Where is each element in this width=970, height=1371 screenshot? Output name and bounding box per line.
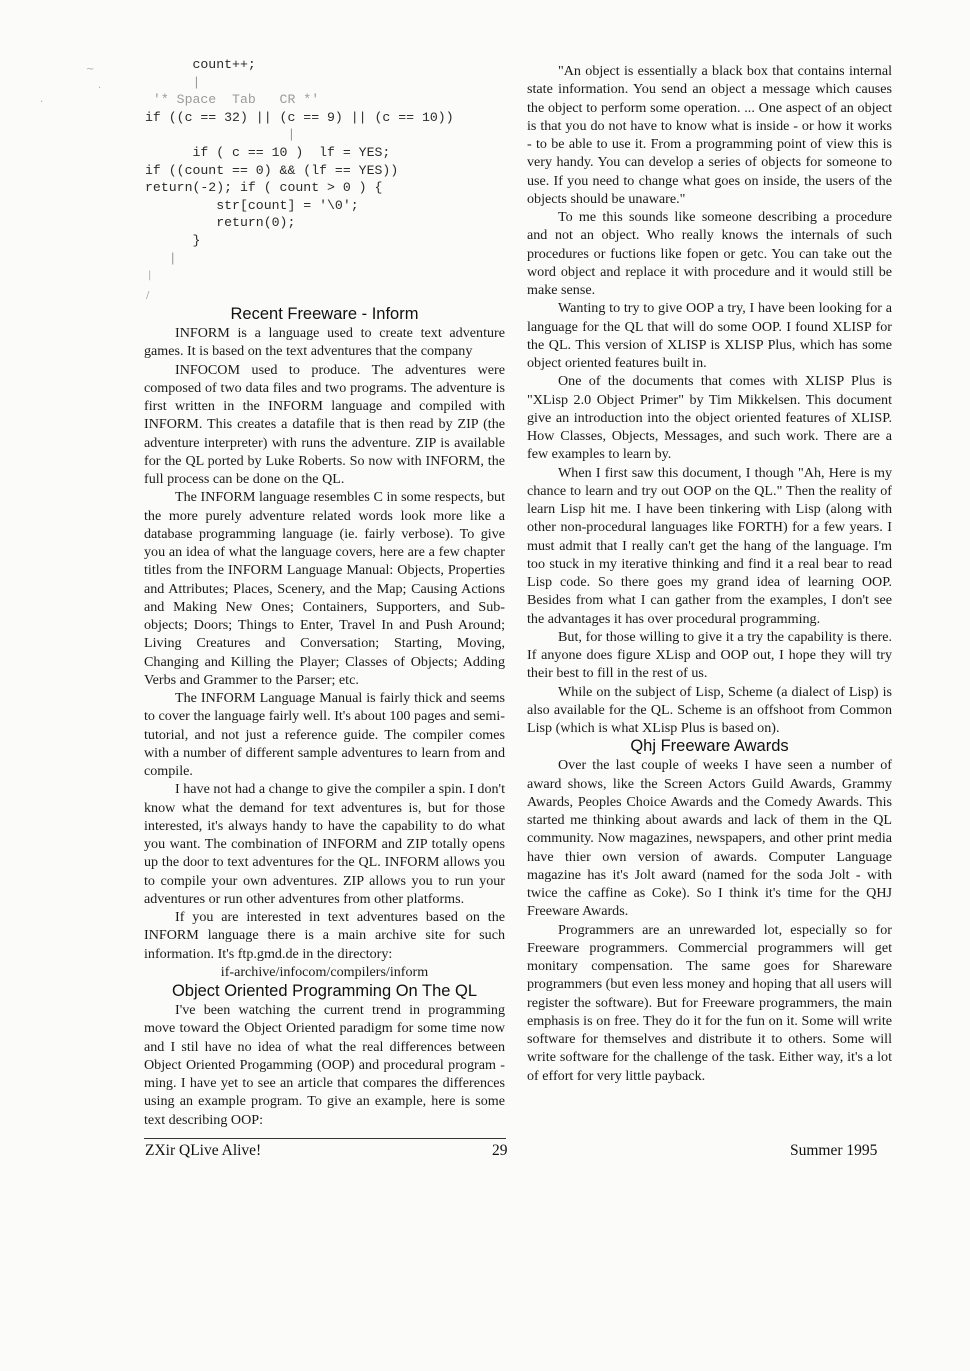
code-line: if ((c == 32) || (c == 9) || (c == 10))	[145, 109, 454, 125]
scan-speck: .	[98, 80, 102, 91]
code-line: '* Space Tab CR *'	[145, 92, 320, 108]
paragraph: One of the documents that comes with XLISP Plus is "XLisp 2.0 Object Primer" by Tim Mikkelsen. This document give an introduction into the object oriented features of XLISP. How Classes, Objects, Messages, and such work. There are a few examples to learn by.	[527, 373, 892, 463]
scan-speck: |	[148, 270, 152, 281]
footer-issue: Summer 1995	[790, 1142, 878, 1159]
footer-rule	[144, 1138, 506, 1139]
paragraph: I have not had a change to give the compiler a spin. I don't know what the demand for text adventures is, but for those interested, it's always handy to have the capability to do what you want. The combination of INFORM and ZIP totally opens up the door to text adventures for the QL. INFORM allows you to compile your own adventures. ZIP allows you to run your adventures or run other adventures from other platforms.	[144, 781, 505, 907]
paragraph: "An object is essentially a black box that contains internal state information. You send an object a message which causes the object to perform some operation. ... One aspect of an object is that you do not have to know what is inside - or how it works - to be able to use it. From a programming point of view this is very handy. You can develop a series of objects for someone to use. If you need to change what goes on inside, the users of the objects should be unaware."	[527, 63, 892, 207]
paragraph: If you are interested in text adventures based on the INFORM language there is a main archive site for such information. It's ftp.gmd.de in the directory:	[144, 909, 505, 962]
footer-page-number: 29	[492, 1142, 508, 1159]
paragraph: To me this sounds like someone describing a procedure and not an object. Who really knows the internals of such procedures or fuctions like fopen or getc. You can take out the word object and replace it with procedure and it would still be make sense.	[527, 209, 892, 298]
footer-publication: ZXir QLive Alive!	[145, 1142, 262, 1159]
section-heading-oop: Object Oriented Programming On The QL	[171, 982, 478, 1000]
code-line: return(0);	[145, 215, 296, 231]
code-line: if ((count == 0) && (lf == YES))	[145, 162, 399, 178]
scan-speck: .	[40, 94, 44, 105]
code-line: }	[145, 232, 201, 248]
paragraph: INFOCOM used to produce. The adventures were composed of two data files and two programs. The adventure is first written in the INFORM language and compiled with INFORM. This creates a datafile that is then read by ZIP (the adventure interpreter) with runs the adventure. ZIP is available for the QL ported by Luke Roberts. So now with INFORM, the full process can be done on the QL.	[144, 361, 505, 487]
code-line: if ( c == 10 ) lf = YES;	[145, 144, 391, 160]
paragraph: The INFORM language resembles C in some respects, but the more purely adventure related words look more like a database programming language (ie. fairly verbose). To give you an idea of what the language covers, here are a few chapter titles from the INFORM Language Manual: Objects, Properties and Attributes; Places, Scenery, and the Map; Causing Actions and Making New Ones; Containers, Supporters, and Sub-objects; Doors; Things to Enter, Travel In and Push Around; Living Creatures and Conversation; Starting, Moving, Changing and Killing the Player; Classes of Objects; Adding Verbs and Grammer to the Parser; etc.	[144, 489, 505, 688]
code-line: count++;	[145, 57, 256, 72]
paragraph: But, for those willing to give it a try the capability is there. If anyone does figure XLisp and OOP out, I hope they will try their best to fill in the rest of us.	[527, 628, 892, 682]
right-column	[527, 62, 892, 1085]
paragraph: While on the subject of Lisp, Scheme (a dialect of Lisp) is also available for the QL. Scheme is an offshoot from Common Lisp (which is what XLisp Plus is based on).	[527, 683, 892, 736]
left-column	[144, 305, 505, 1129]
paragraph: When I first saw this document, I though "Ah, Here is my chance to learn and try out OOP on the QL." Then the reality of learn Lisp hit me. I have been tinkering with Lisp (along with other non-procedural languages like FORTH) for a few years. I must admit that I really can't get the hang of the language. I'm too stuck in my iterative thinking and find it a real bear to read Lisp code. So there goes my grand idea of learning OOP. Besides from what I can gather from the examples, I don't see the advantages it has over procedural programming.	[527, 464, 892, 627]
code-line: |	[145, 250, 177, 266]
code-line: |	[145, 127, 296, 143]
archive-path: if-archive/infocom/compilers/inform	[220, 963, 429, 980]
paragraph: Over the last couple of weeks I have seen a number of award shows, like the Screen Actors Guild Awards, Grammy Awards, Peoples Choice Awards and the Comedy Awards. This started me thinking about awards and lack of them in the QL community. Now magazines, newspapers, and other print media have thier own version of awards. Computer Language magazine has it's Jolt award (named for the soda Jolt - with twice the caffine as Coke). So I think it's time for the QHJ Freeware Awards.	[527, 757, 892, 920]
paragraph: I've been watching the current trend in programming move toward the Object Oriented paradigm for some time now and I stil have no idea of what the real differences between Object Oriented Progamming (OOP) and procedural program -ming. I have yet to see an article that compares the differences using an example program. To give an example, here is some text describing OOP:	[144, 1002, 505, 1128]
paragraph: The INFORM Language Manual is fairly thick and seems to cover the language fairly well. It's about 100 pages and semi-tutorial, and not just a reference guide. The compiler comes with a number of different sample adventures to learn from and compile.	[144, 690, 505, 779]
section-heading-inform: Recent Freeware - Inform	[230, 305, 419, 323]
scan-speck: /	[146, 290, 150, 301]
paragraph: Programmers are an unrewarded lot, especially so for Freeware programmers. Commercial programmers will get monitary compensation. The same goes for Shareware programmers (but even less money and hoping that all users will register the software). But for Freeware programmers, the main emphasis is on free. They do it for the fun on it. Some will write software for themselves and distribute it to others. Some will write software for the challenge of the task. Either way, it's a lot of effort for very little payback.	[527, 921, 892, 1084]
paragraph: INFORM is a language used to create text adventure games. It is based on the text adventures that the company	[144, 325, 505, 360]
paragraph: Wanting to try to give OOP a try, I have been looking for a language for the QL that will do some OOP. I found XLISP for the QL. This version of XLISP is XLISP Plus, which has some object oriented features built in.	[527, 300, 892, 371]
code-line: str[count] = '\0';	[145, 197, 359, 213]
code-listing	[145, 56, 515, 267]
code-line: return(-2); if ( count > 0 ) {	[145, 180, 383, 196]
scan-speck: ~	[86, 64, 95, 75]
code-line: |	[145, 74, 201, 90]
section-heading-awards: Qhj Freeware Awards	[630, 737, 789, 756]
